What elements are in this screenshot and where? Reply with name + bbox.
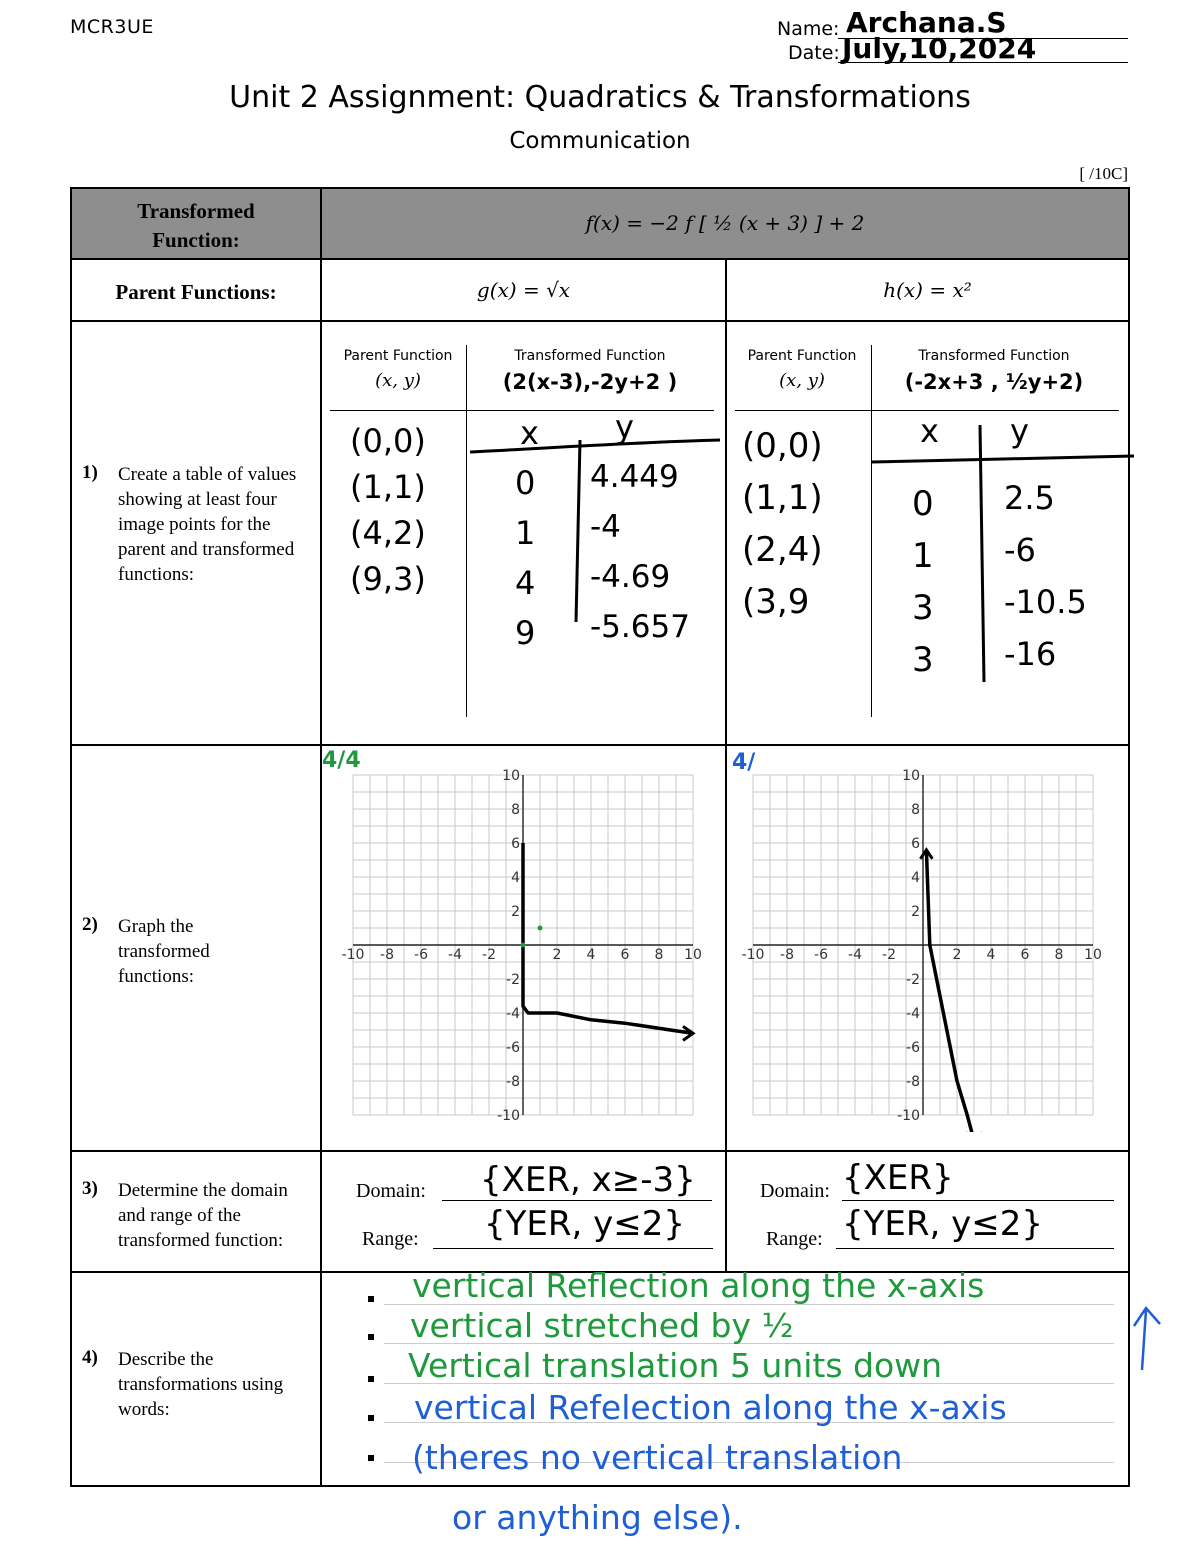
right-graph-x-tick-label: -2 bbox=[882, 947, 896, 963]
left-graph-x-tick-label: 4 bbox=[586, 947, 596, 963]
right-graph-y-tick-label: 10 bbox=[902, 768, 920, 784]
transformed-function-cell bbox=[320, 187, 1130, 260]
description-line-2: vertical stretched by ½ bbox=[410, 1306, 794, 1345]
left-graph-x-tick-label: 2 bbox=[552, 947, 562, 963]
left-range-value: {YER, y≤2} bbox=[484, 1204, 685, 1244]
parent-g: g(x) = √x bbox=[476, 278, 571, 302]
left-graph-x-tick-label: -8 bbox=[380, 947, 394, 963]
right-graph-y-tick-label: -10 bbox=[897, 1108, 920, 1124]
left-graph-y-tick-label: 8 bbox=[511, 802, 520, 818]
right-y-values bbox=[1004, 472, 1087, 680]
left-graph-x-tick-label: 8 bbox=[654, 947, 664, 963]
description-line-3: Vertical translation 5 units down bbox=[408, 1346, 943, 1385]
right-parent-points bbox=[742, 420, 823, 628]
right-graph-y-tick-label: 6 bbox=[911, 836, 920, 852]
right-graph-x-tick-label: -6 bbox=[814, 947, 828, 963]
left-y-values bbox=[590, 452, 690, 652]
left-graph-x-tick-label: -2 bbox=[482, 947, 496, 963]
left-graph-y-tick-label: 6 bbox=[511, 836, 520, 852]
left-domain-underline bbox=[442, 1200, 712, 1201]
left-graph-x-tick-label: -6 bbox=[414, 947, 428, 963]
q2-number: 2) bbox=[82, 914, 98, 935]
bullet bbox=[368, 1334, 374, 1340]
right-transformed-header: Transformed Function bbox=[918, 348, 1070, 364]
left-parent-point: (0,0) bbox=[350, 422, 426, 460]
right-graph-y-tick-label: -8 bbox=[906, 1074, 920, 1090]
right-parent-point: (0,0) bbox=[742, 426, 823, 466]
right-graph-x-tick-label: -8 bbox=[780, 947, 794, 963]
right-parent-sub: (x, y) bbox=[779, 370, 825, 391]
bullet bbox=[368, 1296, 374, 1302]
left-y-value: 4.449 bbox=[590, 459, 679, 495]
right-x-value: 3 bbox=[912, 588, 934, 628]
left-graph-y-tick-label: -10 bbox=[497, 1108, 520, 1124]
right-range-label: Range: bbox=[766, 1228, 823, 1250]
left-graph-x-tick-label: 10 bbox=[684, 947, 702, 963]
right-graph-x-tick-label: 6 bbox=[1020, 947, 1030, 963]
right-graph-x-tick-label: 2 bbox=[952, 947, 962, 963]
left-tov-divider bbox=[466, 345, 467, 717]
q1-number: 1) bbox=[82, 462, 98, 483]
right-graph-x-tick-label: 4 bbox=[986, 947, 996, 963]
assignment-subtitle: Communication bbox=[509, 128, 691, 154]
left-graph-y-tick-label: 4 bbox=[511, 870, 520, 886]
parent-label-cell bbox=[70, 258, 322, 322]
right-transformed-sub: (-2x+3 , ½y+2) bbox=[904, 370, 1084, 394]
left-parent-sub: (x, y) bbox=[375, 370, 421, 391]
right-range-value: {YER, y≤2} bbox=[842, 1204, 1043, 1244]
right-x-value: 1 bbox=[912, 536, 934, 576]
right-graph-x-tick-label: -4 bbox=[848, 947, 862, 963]
left-y-value: -5.657 bbox=[590, 609, 690, 645]
left-transformed-header: Transformed Function bbox=[514, 348, 666, 364]
right-tov-header-rule bbox=[735, 410, 1119, 411]
left-x-value: 9 bbox=[515, 614, 536, 652]
q2-cell bbox=[70, 744, 322, 1152]
right-graph-y-tick-label: -6 bbox=[906, 1040, 920, 1056]
parent-h-cell bbox=[725, 258, 1130, 322]
left-parent-point: (4,2) bbox=[350, 514, 426, 552]
bullet bbox=[368, 1455, 374, 1461]
right-parent-point: (3,9 bbox=[742, 582, 810, 622]
right-graph-y-tick-label: -2 bbox=[906, 972, 920, 988]
left-parent-points bbox=[350, 418, 426, 602]
q3-text: Determine the domain and range of the transformed function: bbox=[118, 1180, 288, 1251]
left-graph-x-tick-label: 6 bbox=[620, 947, 630, 963]
right-graph-y-tick-label: 8 bbox=[911, 802, 920, 818]
left-parent-point: (9,3) bbox=[350, 560, 426, 598]
q4-text: Describe the transformations using words: bbox=[118, 1349, 284, 1420]
assignment-title: Unit 2 Assignment: Quadratics & Transformations bbox=[229, 80, 971, 115]
left-range-underline bbox=[433, 1248, 713, 1249]
right-x-values bbox=[912, 478, 934, 686]
right-graph-curve bbox=[926, 850, 974, 1132]
date-value: July,10,2024 bbox=[842, 32, 1037, 65]
right-tov-handdrawn-lines bbox=[868, 420, 1138, 690]
parent-g-cell bbox=[320, 258, 727, 322]
parent-h: h(x) = x² bbox=[883, 278, 972, 302]
left-graph bbox=[335, 760, 715, 1132]
q1-cell bbox=[70, 320, 322, 746]
bullet bbox=[368, 1376, 374, 1382]
right-domain-label: Domain: bbox=[760, 1180, 830, 1202]
left-tov-header-rule bbox=[330, 410, 714, 411]
left-x-value: 1 bbox=[515, 514, 536, 552]
right-y-value: 2.5 bbox=[1004, 479, 1055, 517]
left-range-label: Range: bbox=[362, 1228, 419, 1250]
right-y-value: -10.5 bbox=[1004, 583, 1087, 621]
right-range-underline bbox=[836, 1248, 1114, 1249]
left-x-value: 0 bbox=[515, 464, 536, 502]
q3-number: 3) bbox=[82, 1178, 98, 1199]
left-graph-green-point bbox=[538, 926, 543, 931]
right-y-value: -6 bbox=[1004, 531, 1036, 569]
left-graph-y-tick-label: -2 bbox=[506, 972, 520, 988]
description-line-1: vertical Reflection along the x-axis bbox=[412, 1266, 985, 1305]
left-x-values bbox=[515, 458, 535, 658]
q2-text: Graph the transformed functions: bbox=[118, 916, 210, 987]
left-graph-y-tick-label: -4 bbox=[506, 1006, 520, 1022]
left-parent-header: Parent Function bbox=[343, 348, 453, 364]
left-graph-x-tick-label: -10 bbox=[341, 947, 365, 963]
right-x-value: 0 bbox=[912, 484, 934, 524]
left-parent-point: (1,1) bbox=[350, 468, 426, 506]
right-graph-x-tick-label: -10 bbox=[741, 947, 765, 963]
right-graph bbox=[735, 760, 1115, 1132]
course-code: MCR3UE bbox=[70, 16, 154, 38]
right-graph-y-tick-label: -4 bbox=[906, 1006, 920, 1022]
left-domain-value: {XER, x≥-3} bbox=[480, 1160, 696, 1200]
right-graph-x-tick-label: 10 bbox=[1084, 947, 1102, 963]
right-domain-value: {XER} bbox=[842, 1158, 954, 1198]
left-y-header: y bbox=[615, 408, 634, 446]
left-y-value: -4.69 bbox=[590, 559, 671, 595]
name-label: Name: bbox=[777, 18, 840, 40]
right-graph-y-tick-label: 4 bbox=[911, 870, 920, 886]
q4-cell bbox=[70, 1271, 322, 1487]
bullet bbox=[368, 1415, 374, 1421]
left-x-header: x bbox=[520, 414, 539, 452]
right-graph-x-tick-label: 8 bbox=[1054, 947, 1064, 963]
description-line-5: (theres no vertical translation bbox=[412, 1438, 903, 1477]
right-x-value: 3 bbox=[912, 640, 934, 680]
date-label: Date: bbox=[788, 42, 840, 64]
left-x-value: 4 bbox=[515, 564, 536, 602]
left-graph-y-tick-label: -6 bbox=[506, 1040, 520, 1056]
transformed-function: f(x) = −2 f [ ½ (x + 3) ] + 2 bbox=[585, 211, 865, 235]
name-value: Archana.S bbox=[846, 6, 1007, 39]
right-graph-y-tick-label: 2 bbox=[911, 904, 920, 920]
description-line-6: or anything else). bbox=[452, 1498, 743, 1537]
transformed-label-cell bbox=[70, 187, 322, 260]
q1-text: Create a table of values showing at least four image points for the parent and transformed functions: bbox=[118, 464, 297, 585]
left-graph-mark: 4/4 bbox=[322, 748, 361, 773]
right-parent-point: (1,1) bbox=[742, 478, 823, 518]
q3-cell bbox=[70, 1150, 322, 1273]
left-graph-green-point bbox=[521, 943, 526, 948]
up-arrow-annotation bbox=[1130, 1300, 1170, 1380]
left-domain-label: Domain: bbox=[356, 1180, 426, 1202]
right-parent-point: (2,4) bbox=[742, 530, 823, 570]
right-domain-underline bbox=[842, 1200, 1114, 1201]
parent-label: Parent Functions: bbox=[115, 280, 277, 304]
right-y-header: y bbox=[1010, 412, 1029, 450]
left-y-value: -4 bbox=[590, 509, 621, 545]
right-y-value: -16 bbox=[1004, 635, 1057, 673]
left-graph-y-tick-label: 10 bbox=[502, 768, 520, 784]
right-parent-header: Parent Function bbox=[747, 348, 857, 364]
left-graph-y-tick-label: -8 bbox=[506, 1074, 520, 1090]
right-x-header: x bbox=[920, 412, 939, 450]
left-graph-x-tick-label: -4 bbox=[448, 947, 462, 963]
score-box: [ /10C] bbox=[1079, 164, 1128, 183]
left-transformed-sub: (2(x-3),-2y+2 ) bbox=[502, 370, 678, 394]
right-graph-mark: 4/ bbox=[732, 750, 756, 775]
description-line-4: vertical Refelection along the x-axis bbox=[414, 1388, 1007, 1427]
transformed-label: Transformed Function: bbox=[137, 199, 255, 252]
q4-number: 4) bbox=[82, 1347, 98, 1368]
left-graph-y-tick-label: 2 bbox=[511, 904, 520, 920]
